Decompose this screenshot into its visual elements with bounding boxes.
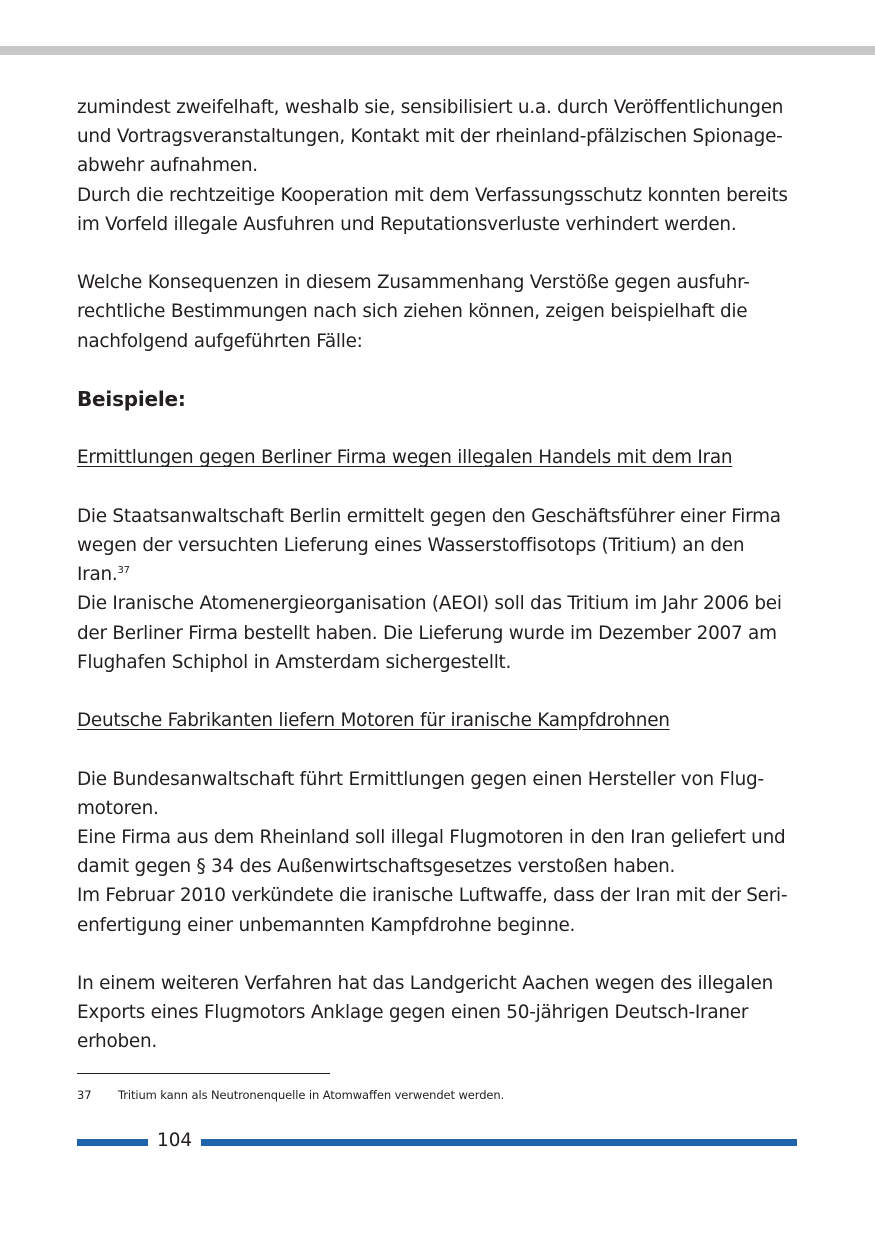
case-title-drones: Deutsche Fabrikanten liefern Motoren für iranische Kampfdrohnen: [77, 710, 670, 732]
text-line: rechtliche Bestimmungen nach sich ziehen können, zeigen beispielhaft die: [77, 301, 748, 323]
footnote: [77, 1087, 504, 1103]
text-line: im Vorfeld illegale Ausfuhren und Reputationsverluste verhindert werden.: [77, 213, 737, 235]
text-line: enfertigung einer unbemannten Kampfdrohne beginne.: [77, 914, 576, 936]
case-drones-paragraph: [77, 765, 801, 940]
footnote-text: Tritium kann als Neutronenquelle in Atomwaffen verwendet werden.: [118, 1088, 505, 1102]
footnote-number: 37: [77, 1088, 92, 1102]
text-line: abwehr aufnahmen.: [77, 155, 258, 177]
case-berlin-paragraph: [77, 502, 801, 677]
footnote-separator: [77, 1073, 330, 1074]
text-line: zumindest zweifelhaft, weshalb sie, sensibilisiert u.a. durch Veröffentlichungen: [77, 97, 784, 118]
case-aachen-paragraph: [77, 969, 801, 1057]
text-line: Durch die rechtzeitige Kooperation mit dem Verfassungsschutz konnten bereits: [77, 184, 788, 206]
case-title-berlin: Ermittlungen gegen Berliner Firma wegen illegalen Handels mit dem Iran: [77, 447, 733, 469]
text-line: Iran.: [77, 564, 118, 586]
text-line: der Berliner Firma bestellt haben. Die Lieferung wurde im Dezember 2007 am: [77, 622, 777, 644]
intro-paragraph: [77, 93, 801, 239]
section-heading: Beispiele:: [77, 387, 186, 411]
text-line: motoren.: [77, 797, 159, 819]
page-content: [77, 93, 801, 1057]
text-line: Im Februar 2010 verkündete die iranische Luftwaffe, dass der Iran mit der Seri-: [77, 885, 788, 907]
footer-bar-right: [201, 1139, 797, 1146]
footer-bar-left: [77, 1139, 148, 1146]
text-line: nachfolgend aufgeführten Fälle:: [77, 330, 363, 352]
text-line: und Vortragsveranstaltungen, Kontakt mit der rheinland-pfälzischen Spionage-: [77, 126, 783, 148]
footnote-reference[interactable]: 37: [117, 565, 130, 577]
text-line: Die Staatsanwaltschaft Berlin ermittelt gegen den Geschäftsführer einer Firma: [77, 505, 781, 527]
text-line: Eine Firma aus dem Rheinland soll illegal Flugmotoren in den Iran geliefert und: [77, 826, 786, 848]
text-line: erhoben.: [77, 1031, 157, 1053]
text-line: damit gegen § 34 des Außenwirtschaftsgesetzes verstoßen haben.: [77, 856, 676, 878]
page-number: 104: [157, 1130, 193, 1151]
text-line: wegen der versuchten Lieferung eines Wasserstoffisotops (Tritium) an den: [77, 534, 745, 556]
text-line: Die Bundesanwaltschaft führt Ermittlungen gegen einen Hersteller von Flug-: [77, 768, 764, 790]
text-line: Welche Konsequenzen in diesem Zusammenhang Verstöße gegen ausfuhr-: [77, 272, 750, 294]
header-rule: [0, 46, 875, 55]
consequences-paragraph: [77, 268, 801, 356]
text-line: In einem weiteren Verfahren hat das Landgericht Aachen wegen des illegalen: [77, 972, 773, 994]
text-line: Flughafen Schiphol in Amsterdam sichergestellt.: [77, 651, 512, 673]
text-line: Exports eines Flugmotors Anklage gegen einen 50-jährigen Deutsch-Iraner: [77, 1002, 749, 1024]
text-line: Die Iranische Atomenergieorganisation (AEOI) soll das Tritium im Jahr 2006 bei: [77, 593, 782, 615]
